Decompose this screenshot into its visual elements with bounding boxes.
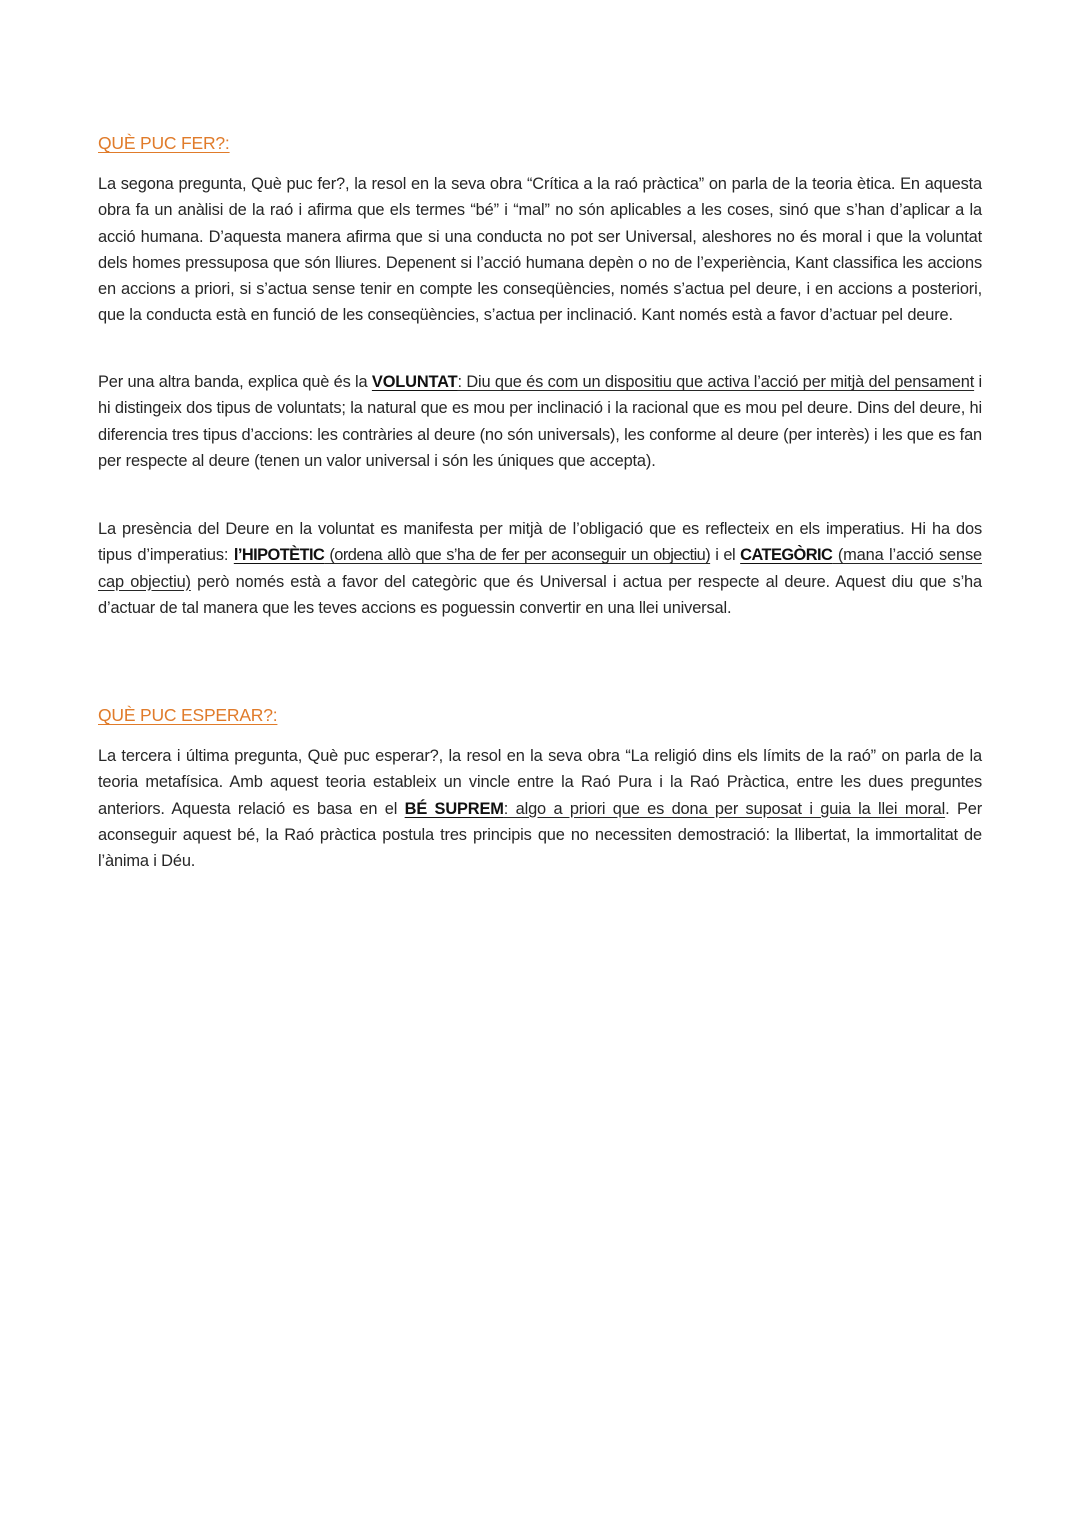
- paragraph-text: però només està a favor del categòric que és Universal i actua per respecte al deure. Aquest diu que s’ha d’actuar de tal manera que les teves accions es poguessin convertir en una llei universal.: [98, 572, 982, 617]
- paragraph-text: i el: [710, 546, 741, 565]
- keyword-voluntat: VOLUNTAT: [371, 373, 458, 391]
- section-heading-que-puc-fer: QUÈ PUC FER?:: [98, 133, 230, 153]
- definition-voluntat: : Diu que és com un dispositiu que activa l’acció per mitjà del pensament: [457, 373, 975, 391]
- paragraph-text: i hi distingeix dos tipus de voluntats; la natural que es mou per inclinació i la racional que es mou pel deure. Dins del deure, hi diferencia tres tipus d’accions: les contràries al deure (no són universals), les conforme al deure (per interès) i les que es fan per respecte al deure (tenen un valor universal i són les úniques que accepta).: [98, 373, 983, 470]
- paragraph-text: La tercera i última pregunta, Què puc esperar?, la resol en la seva obra “La religió dins els límits de la raó” on parla de la teoria metafísica. Amb aquest teoria estableix un vincle entre la Raó Pura i la Raó Pràctica, entre les dues preguntes anteriors. Aquesta relació es basa en el: [98, 747, 982, 818]
- paragraph-imperatius: [98, 516, 982, 621]
- keyword-categoric: CATEGÒRIC: [740, 546, 833, 565]
- keyword-hipotetic: l’HIPOTÈTIC: [233, 546, 325, 565]
- section-heading-que-puc-esperar: QUÈ PUC ESPERAR?:: [98, 705, 278, 725]
- paragraph-critica-rao-practica: La segona pregunta, Què puc fer?, la resol en la seva obra “Crítica a la raó pràctica” on parla de la teoria ètica. En aquesta obra fa un anàlisi de la raó i afirma que els termes “bé” i “mal” no són aplicables a les coses, sinó que s’han d’aplicar a la acció humana. D’aquesta manera afirma que si una conducta no pot ser Universal, aleshores no és moral i que la voluntat dels homes pressuposa que són lliures. Depenent si l’acció humana depèn o no de l’experiència, Kant classifica les accions en accions a priori, si s’actua sense tenir en compte les conseqüències, només s’actua pel deure, i en accions a posteriori, que la conducta està en funció de les conseqüències, s’actua per inclinació. Kant només està a favor d’actuar pel deure.: [98, 175, 982, 325]
- definition-be-suprem: : algo a priori que es dona per suposat i guia la llei moral: [503, 799, 946, 818]
- paragraph-voluntat: [98, 369, 982, 474]
- definition-categoric: (mana l’acció sense cap objectiu): [98, 546, 982, 591]
- paragraph-be-suprem: [98, 743, 982, 874]
- paragraph-text: . Per aconseguir aquest bé, la Raó pràctica postula tres principis que no necessiten demostració: la llibertat, la immortalitat de l’ànima i Déu.: [98, 799, 983, 871]
- paragraph-text: La presència del Deure en la voluntat es manifesta per mitjà de l’obligació que es reflecteix en els imperatius. Hi ha dos tipus d’imperatius:: [98, 520, 982, 565]
- definition-hipotetic: (ordena allò que s’ha de fer per aconseguir un objectiu): [324, 546, 711, 565]
- keyword-be-suprem: BÉ SUPREM: [404, 799, 504, 818]
- paragraph-text: Per una altra banda, explica què és la: [98, 373, 372, 391]
